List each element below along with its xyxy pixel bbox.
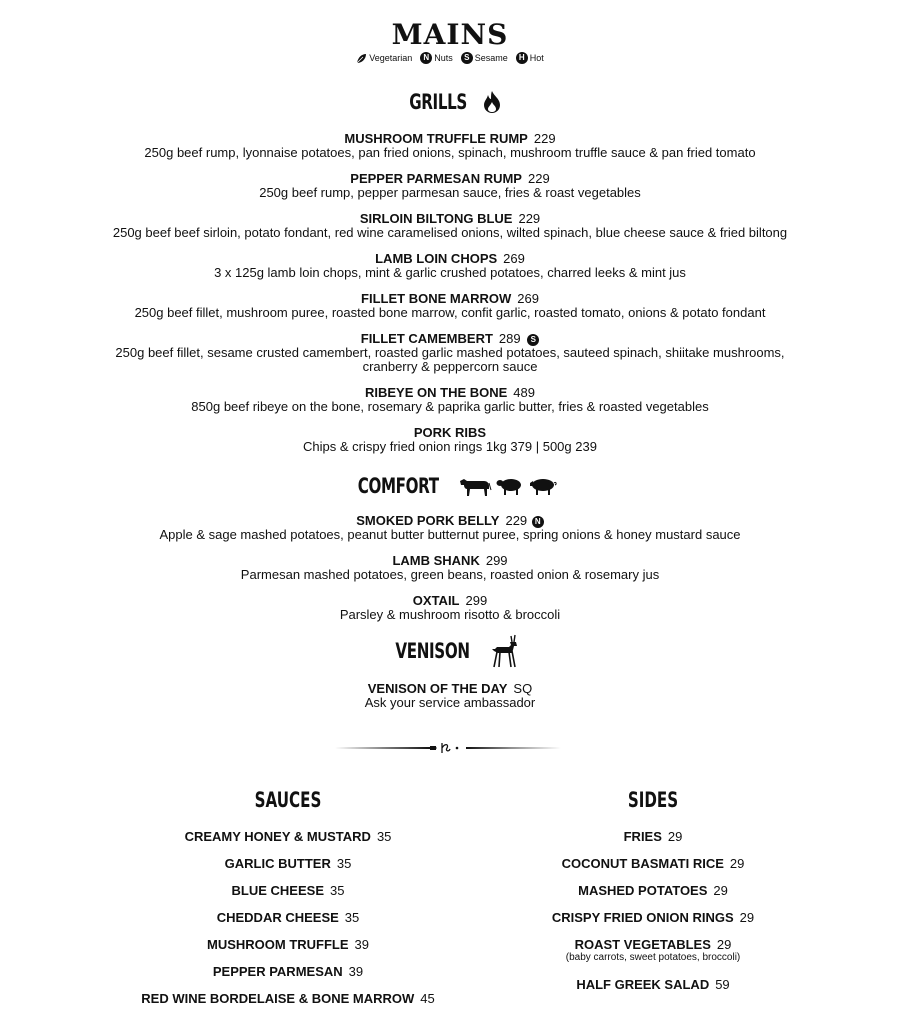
menu-item	[0, 554, 900, 582]
item-price: 29	[729, 856, 745, 871]
item-price: 229	[518, 211, 541, 226]
item-price: 29	[739, 910, 755, 925]
item-name: FILLET BONE MARROW	[361, 291, 512, 306]
item-description: 850g beef ribeye on the bone, rosemary & paprika garlic butter, fries & roasted vegetables	[191, 399, 709, 414]
item-description: Parsley & mushroom risotto & broccoli	[339, 607, 561, 622]
item-name: MUSHROOM TRUFFLE RUMP	[344, 131, 528, 146]
sauce-item	[123, 884, 453, 911]
item-price: 45	[420, 991, 435, 1006]
menu-item	[0, 386, 900, 414]
menu-item	[0, 594, 900, 622]
item-price: 29	[713, 883, 728, 898]
menu-item	[0, 172, 900, 200]
item-name: FRIES	[623, 829, 662, 844]
legend-label: Nuts	[434, 53, 453, 63]
item-description: Apple & sage mashed potatoes, peanut butter butternut puree, spring onions & honey mustard sauce	[159, 527, 741, 542]
side-item	[488, 830, 818, 857]
item-description: 250g beef beef sirloin, potato fondant, red wine caramelised onions, wilted spinach, blue cheese sauce & fried biltong	[112, 225, 788, 240]
menu-item	[0, 514, 900, 542]
item-name: PEPPER PARMESAN	[212, 964, 343, 979]
item-name: CHEDDAR CHEESE	[216, 910, 339, 925]
item-description: 250g beef rump, lyonnaise potatoes, pan fried onions, spinach, mushroom truffle sauce & pan fried tomato	[144, 145, 756, 160]
item-name: ROAST VEGETABLES	[574, 937, 711, 952]
item-name: HALF GREEK SALAD	[576, 977, 710, 992]
item-description: 250g beef rump, pepper parmesan sauce, fries & roast vegetables	[259, 185, 641, 200]
item-name: RED WINE BORDELAISE & BONE MARROW	[141, 991, 415, 1006]
sauces-title: SAUCES	[254, 788, 322, 812]
legend-hot	[516, 52, 544, 64]
item-name: VENISON OF THE DAY	[367, 681, 508, 696]
item-price: 269	[503, 251, 525, 266]
legend-label: Vegetarian	[369, 53, 413, 63]
sauce-item	[123, 992, 453, 1019]
item-description-cont: cranberry & peppercorn sauce	[362, 359, 538, 374]
sesame-icon: S	[461, 52, 473, 64]
item-price: 229	[527, 171, 550, 186]
item-name: BLUE CHEESE	[231, 883, 324, 898]
item-price: 35	[344, 910, 360, 925]
menu-item	[0, 682, 900, 710]
item-price: 29	[667, 829, 683, 844]
sauce-item	[123, 938, 453, 965]
sauce-item	[123, 830, 453, 857]
item-name: SMOKED PORK BELLY	[356, 513, 500, 528]
menu-item	[0, 132, 900, 160]
comfort-heading	[0, 474, 900, 498]
item-price: 299	[465, 593, 488, 608]
side-item	[488, 884, 818, 911]
page-title: MAINS	[391, 18, 509, 51]
item-name: MASHED POTATOES	[578, 883, 708, 898]
legend-label: Hot	[529, 53, 544, 63]
menu-item	[0, 212, 900, 240]
item-description: 250g beef fillet, sesame crusted camembert, roasted garlic mashed potatoes, sauteed spinach, shiitake mushrooms,	[115, 345, 785, 360]
item-price: 229	[505, 513, 528, 528]
nuts-badge-icon: N	[532, 516, 544, 528]
item-description: 3 x 125g lamb loin chops, mint & garlic crushed potatoes, charred leeks & mint jus	[214, 265, 686, 280]
item-name: MUSHROOM TRUFFLE	[206, 937, 349, 952]
item-name: PEPPER PARMESAN RUMP	[350, 171, 522, 186]
item-name: RIBEYE ON THE BONE	[365, 385, 508, 400]
item-name: COCONUT BASMATI RICE	[561, 856, 724, 871]
item-note: (baby carrots, sweet potatoes, broccoli)	[565, 952, 741, 963]
sesame-badge-icon: S	[527, 334, 539, 346]
antelope-icon	[489, 634, 519, 668]
side-item	[488, 938, 818, 978]
sauces-column	[123, 788, 453, 1019]
item-name: SIRLOIN BILTONG BLUE	[359, 211, 513, 226]
legend-vegetarian	[356, 53, 412, 64]
item-name: CREAMY HONEY & MUSTARD	[184, 829, 371, 844]
item-name: GARLIC BUTTER	[224, 856, 331, 871]
item-name: CRISPY FRIED ONION RINGS	[551, 910, 734, 925]
sauce-item	[123, 965, 453, 992]
item-price: 489	[513, 385, 535, 400]
sides-title: SIDES	[627, 788, 679, 812]
sheep-icon	[496, 476, 524, 496]
item-description: 250g beef fillet, mushroom puree, roasted bone marrow, confit garlic, roasted tomato, onions & potato fondant	[134, 305, 766, 320]
side-item	[488, 911, 818, 938]
item-price: 269	[517, 291, 539, 306]
sides-column	[488, 788, 818, 1005]
section-title: COMFORT	[357, 474, 439, 498]
sauce-item	[123, 857, 453, 884]
item-name: OXTAIL	[412, 593, 460, 608]
item-name: LAMB SHANK	[392, 553, 480, 568]
flame-icon	[482, 90, 502, 114]
item-price: SQ	[513, 681, 533, 696]
item-price: 299	[485, 553, 508, 568]
item-description: Ask your service ambassador	[364, 695, 536, 710]
legend-nuts	[420, 52, 453, 64]
item-price: 29	[716, 937, 732, 952]
menu-item	[0, 332, 900, 374]
item-price: 39	[348, 964, 364, 979]
menu-item	[0, 292, 900, 320]
item-name: PORK RIBS	[413, 425, 487, 440]
item-price: 35	[330, 883, 345, 898]
menu-item	[0, 426, 900, 454]
item-price: 289	[498, 331, 521, 346]
leaf-icon	[356, 53, 367, 64]
legend-sesame	[461, 52, 508, 64]
item-price: 35	[336, 856, 352, 871]
hot-icon: H	[516, 52, 528, 64]
legend-label: Sesame	[474, 53, 508, 63]
nuts-icon: N	[420, 52, 432, 64]
pig-icon	[528, 476, 558, 496]
venison-heading	[0, 634, 900, 668]
item-price: 229	[533, 131, 556, 146]
side-item	[488, 978, 818, 1005]
dietary-legend	[0, 52, 900, 64]
section-title: VENISON	[395, 639, 471, 663]
item-price: 59	[715, 977, 730, 992]
item-price: 39	[354, 937, 369, 952]
item-name: LAMB LOIN CHOPS	[375, 251, 498, 266]
item-price: 35	[376, 829, 392, 844]
menu-item	[0, 252, 900, 280]
item-description: Chips & crispy fried onion rings 1kg 379 | 500g 239	[303, 439, 597, 454]
side-item	[488, 857, 818, 884]
ornament-divider	[335, 740, 561, 756]
section-title: GRILLS	[409, 90, 467, 114]
sauce-item	[123, 911, 453, 938]
item-name: FILLET CAMEMBERT	[360, 331, 493, 346]
item-description: Parmesan mashed potatoes, green beans, roasted onion & rosemary jus	[240, 567, 660, 582]
grills-heading	[0, 90, 900, 114]
cow-icon	[458, 475, 492, 497]
